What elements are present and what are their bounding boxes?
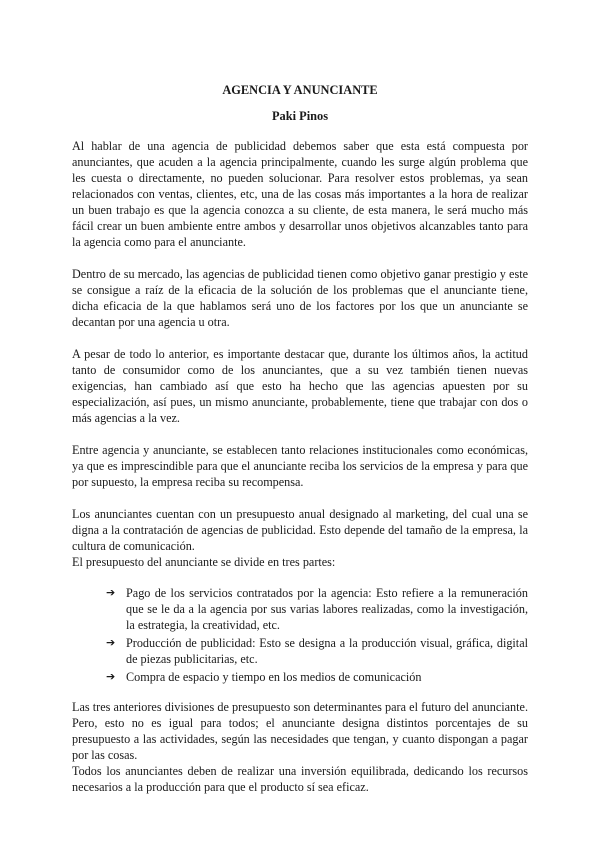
list-item-text: Producción de publicidad: Esto se designa a la producción visual, gráfica, digital de piezas publicitarias, etc. (126, 636, 528, 666)
paragraph-market: Dentro de su mercado, las agencias de publicidad tienen como objetivo ganar prestigio y este se consigue a raíz de la eficacia de la solución de los problemas que el anunciante tiene, dicha eficacia de la que hablamos será uno de los factores por los que un anunciante se decantan por una agencia u otra. (72, 267, 528, 329)
list-item-text: Compra de espacio y tiempo en los medios de comunicación (126, 670, 422, 684)
list-item-text: Pago de los servicios contratados por la agencia: Esto refiere a la remuneración que se le da a la agencia por sus varias labores realizadas, como la investigación, la estrategia, la creatividad, etc. (126, 586, 528, 632)
right-arrow-icon: ➔ (106, 586, 116, 599)
paragraph-specialization: A pesar de todo lo anterior, es importante destacar que, durante los últimos años, la actitud tanto de consumidor como de los anunciantes, que a su vez también tienen nuevas exigencias, han cambiado así que esto ha hecho que las agencias apuesten por su especialización, así pues, un mismo anunciante, probablemente, tiene que trabajar con dos o más agencias a la vez. (72, 347, 528, 425)
right-arrow-icon: ➔ (106, 670, 116, 683)
paragraph-relations: Entre agencia y anunciante, se establecen tanto relaciones institucionales como económicas, ya que es imprescindible para que el anunciante reciba los servicios de la empresa y para que por supuesto, la empresa reciba su recompensa. (72, 443, 528, 489)
paragraph-intro: Al hablar de una agencia de publicidad debemos saber que esta está compuesta por anunciantes, que acuden a la agencia principalmente, cuando les surge algún problema que les cuesta o directamente, no pueden solucionar. Para resolver estos problemas, ya sean relacionados con ventas, clientes, etc, una de las cosas más importantes a la hora de realizar un buen trabajo es que la agencia conozca a su cliente, de esta manera, le será mucho más fácil crear un buen ambiente entre ambos y desarrollar unos objetivos alcanzables tanto para la agencia como para el anunciante. (72, 139, 528, 249)
list-item (106, 669, 528, 685)
paragraph-budget-determinants: Las tres anteriores divisiones de presupuesto son determinantes para el futuro del anunciante. Pero, esto no es igual para todos; el anunciante designa distintos porcentajes de su presupuesto a las actividades, según las necesidades que tengan, y cuanto dispongan a pagar por las cosas. (72, 700, 528, 762)
list-item (106, 585, 528, 633)
paragraph-balanced-investment: Todos los anunciantes deben de realizar una inversión equilibrada, dedicando los recursos necesarios a la producción para que el producto sí sea eficaz. (72, 764, 528, 794)
list-item (106, 635, 528, 667)
paragraph-budget-division: El presupuesto del anunciante se divide en tres partes: (72, 555, 336, 569)
document-author: Paki Pinos (271, 109, 329, 123)
right-arrow-icon: ➔ (106, 636, 116, 649)
document-title: AGENCIA Y ANUNCIANTE (222, 83, 378, 97)
budget-parts-list (72, 585, 528, 685)
paragraph-budget: Los anunciantes cuentan con un presupuesto anual designado al marketing, del cual una se digna a la contratación de agencias de publicidad. Esto depende del tamaño de la empresa, la cultura de comunicación. (72, 507, 528, 553)
